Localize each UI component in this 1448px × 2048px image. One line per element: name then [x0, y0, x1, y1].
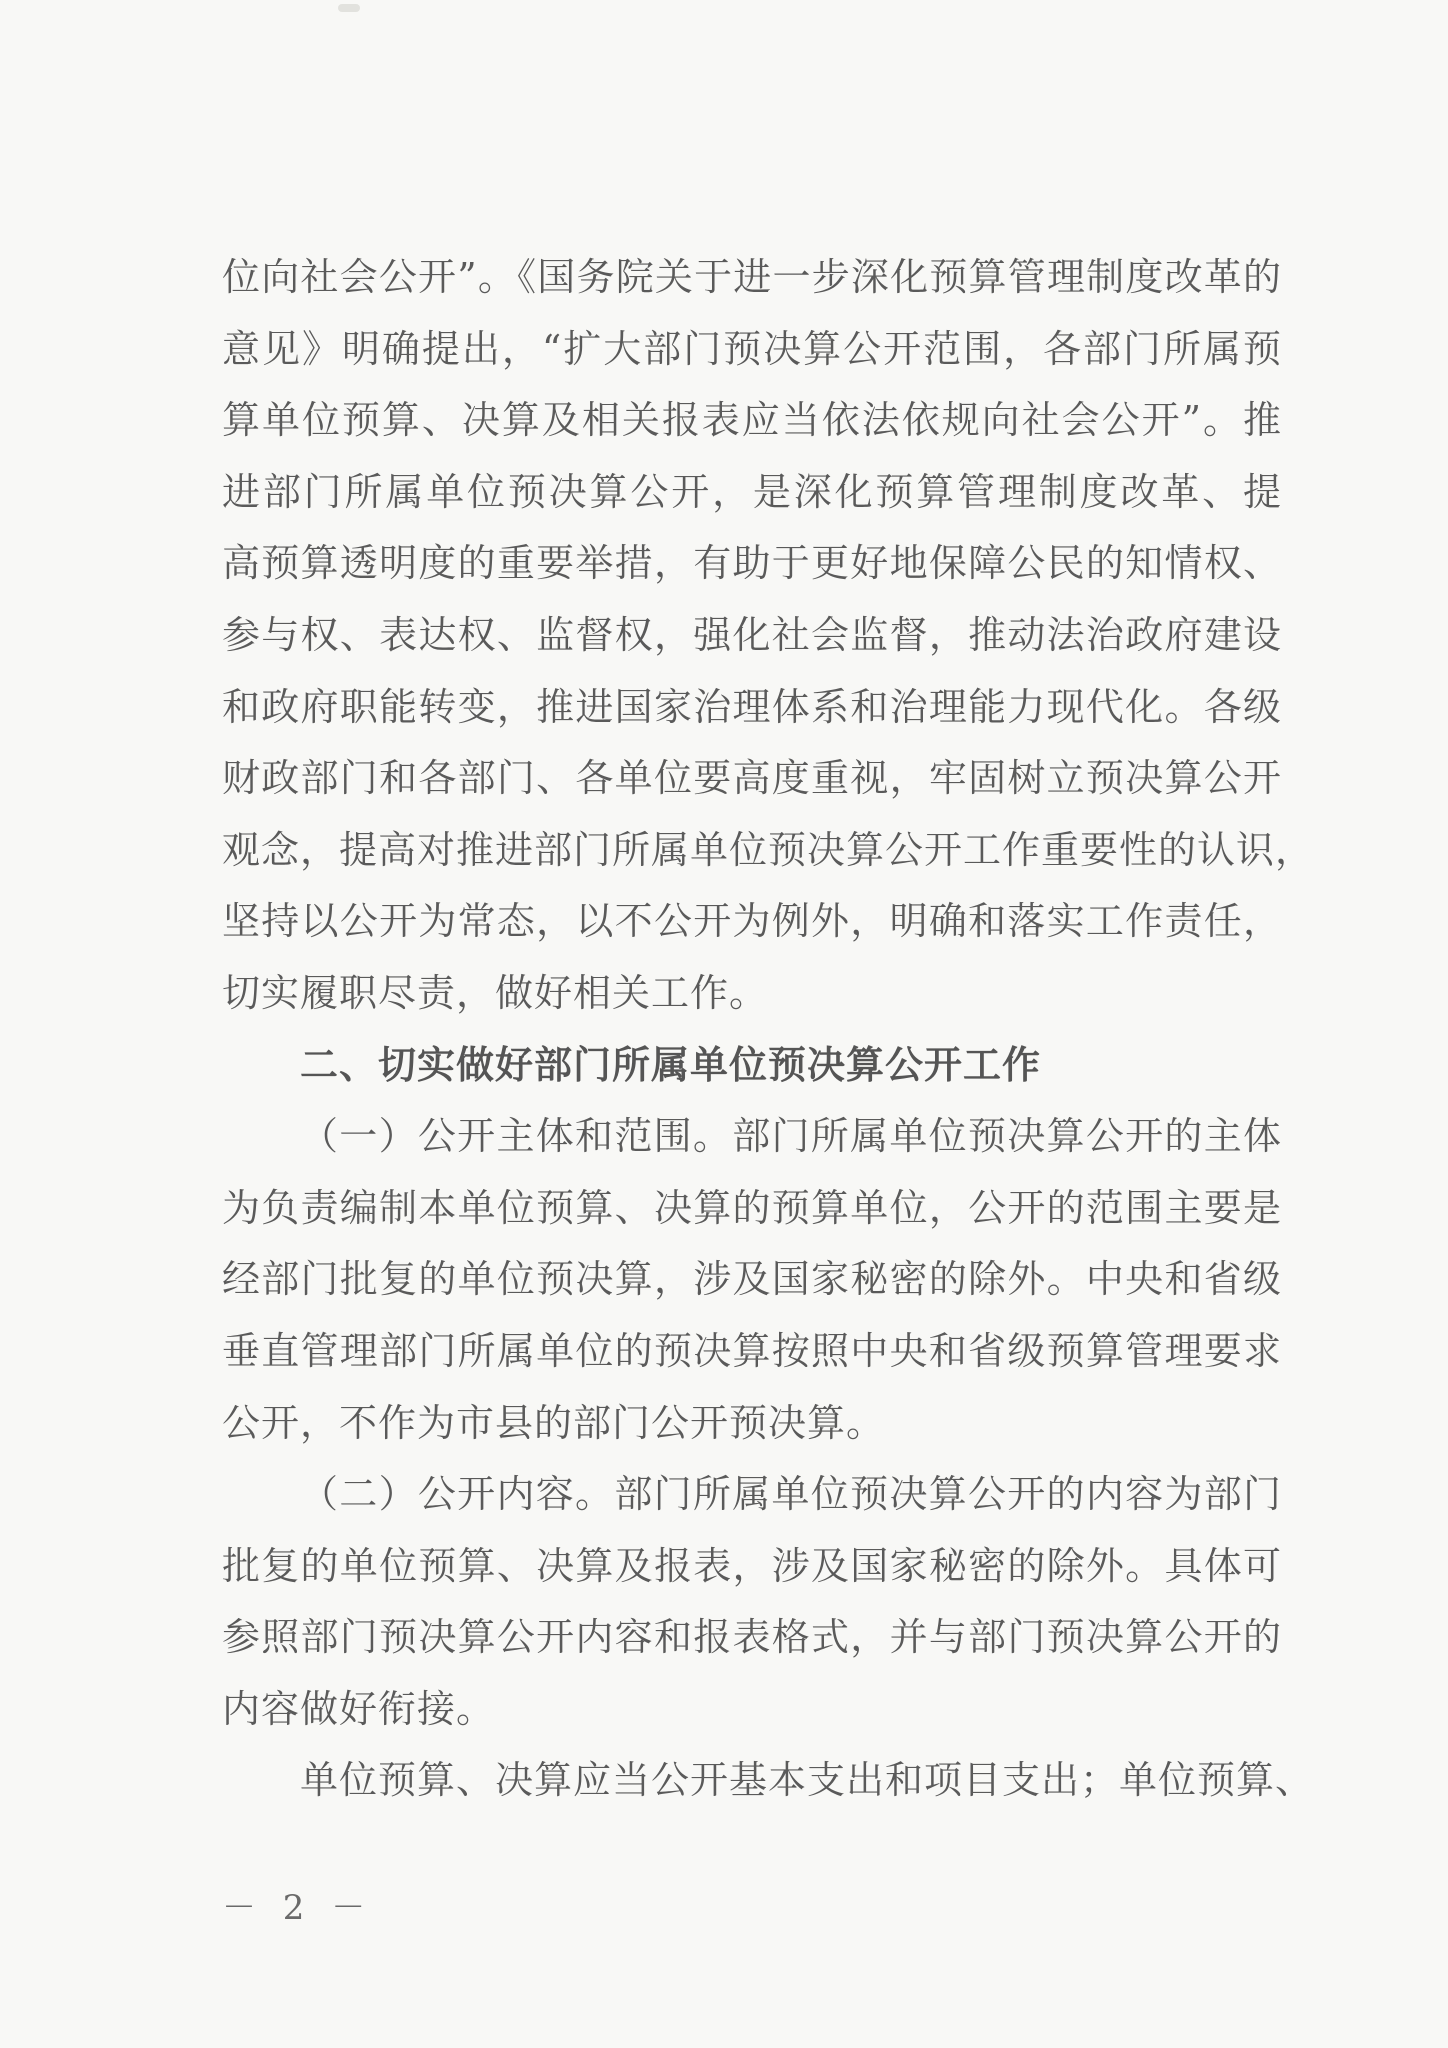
paragraph-line: 垂直管理部门所属单位的预决算按照中央和省级预算管理要求 [222, 1328, 1282, 1373]
paragraph-line: 进部门所属单位预决算公开，是深化预算管理制度改革、提 [222, 469, 1282, 514]
paragraph-line: 公开，不作为市县的部门公开预决算。 [222, 1400, 886, 1445]
section-heading: 二、切实做好部门所属单位预决算公开工作 [300, 1042, 1042, 1087]
paragraph-line: 财政部门和各部门、各单位要高度重视，牢固树立预决算公开 [222, 756, 1282, 801]
paragraph-line: 参照部门预决算公开内容和报表格式，并与部门预决算公开的 [222, 1615, 1282, 1660]
paragraph-line: 算单位预算、决算及相关报表应当依法依规向社会公开”。推 [222, 398, 1282, 443]
paragraph-line: 位向社会公开”。《国务院关于进一步深化预算管理制度改革的 [222, 255, 1282, 299]
paragraph-line: 批复的单位预算、决算及报表，涉及国家秘密的除外。具体可 [222, 1543, 1282, 1588]
paragraph-line: 单位预算、决算应当公开基本支出和项目支出；单位预算、 [300, 1758, 1315, 1803]
paragraph-line: 切实履职尽责，做好相关工作。 [222, 970, 769, 1015]
page-number: － 2 － [222, 1888, 374, 1928]
paragraph-line: （二）公开内容。部门所属单位预决算公开的内容为部门 [300, 1472, 1282, 1517]
scan-speck [338, 4, 360, 12]
paragraph-line: 为负责编制本单位预算、决算的预算单位，公开的范围主要是 [222, 1185, 1282, 1230]
paragraph-line: 和政府职能转变，推进国家治理体系和治理能力现代化。各级 [222, 684, 1282, 729]
paragraph-line: 坚持以公开为常态，以不公开为例外，明确和落实工作责任， [222, 899, 1282, 944]
paragraph-line: 意见》明确提出，“扩大部门预决算公开范围，各部门所属预 [222, 326, 1282, 371]
paragraph-line: 高预算透明度的重要举措，有助于更好地保障公民的知情权、 [222, 541, 1282, 586]
body-text [222, 242, 1315, 1817]
paragraph-line: 内容做好衔接。 [222, 1686, 496, 1731]
paragraph-line: 参与权、表达权、监督权，强化社会监督，推动法治政府建设 [222, 612, 1282, 657]
paragraph-line: 经部门批复的单位预决算，涉及国家秘密的除外。中央和省级 [222, 1257, 1282, 1302]
paragraph-line: （一）公开主体和范围。部门所属单位预决算公开的主体 [300, 1114, 1282, 1159]
paragraph-line: 观念，提高对推进部门所属单位预决算公开工作重要性的认识， [222, 827, 1315, 872]
